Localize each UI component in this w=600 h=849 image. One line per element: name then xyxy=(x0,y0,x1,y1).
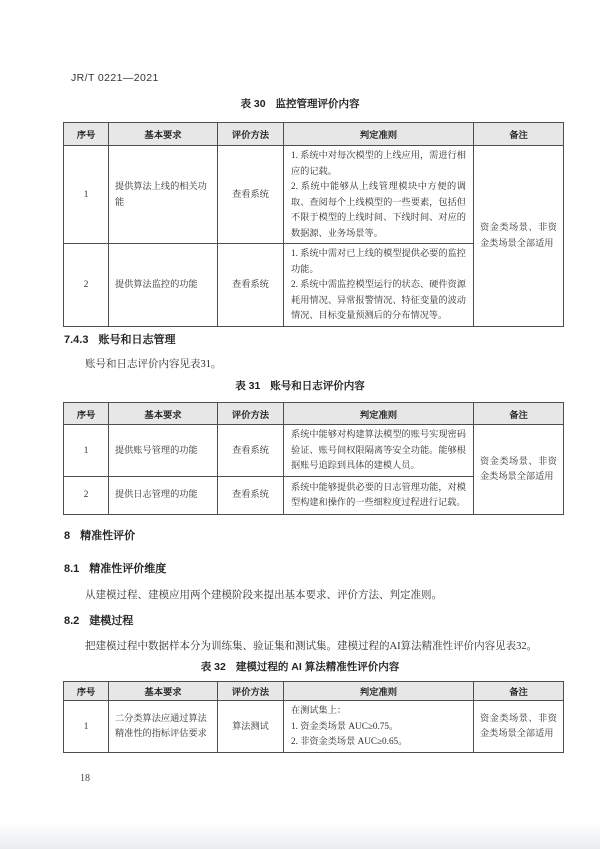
column-header-criteria: 判定准则 xyxy=(284,403,474,425)
cell-no: 1 xyxy=(64,425,109,477)
table-row xyxy=(64,425,564,477)
cell-requirement: 提供算法上线的相关功能 xyxy=(109,146,218,244)
table30 xyxy=(63,122,564,327)
column-header-requirement: 基本要求 xyxy=(109,123,218,146)
column-header-criteria: 判定准则 xyxy=(284,123,474,146)
cell-method: 查看系统 xyxy=(218,425,284,477)
criteria-line: 1. 资金类场景 AUC≥0.75。 xyxy=(291,720,399,731)
cell-no: 2 xyxy=(64,244,109,327)
table31 xyxy=(63,402,564,515)
column-header-remark: 备注 xyxy=(474,682,564,701)
table30-caption: 监控管理评价内容 xyxy=(275,98,360,110)
standard-code: JR/T 0221—2021 xyxy=(71,72,159,84)
table32-header-row xyxy=(64,682,564,701)
table31-caption: 账号和日志评价内容 xyxy=(270,380,365,392)
cell-requirement: 提供日志管理的功能 xyxy=(109,476,218,514)
cell-method: 查看系统 xyxy=(218,476,284,514)
section-title: 精准性评价维度 xyxy=(89,563,167,575)
paragraph-743: 账号和日志评价内容见表31。 xyxy=(85,359,222,370)
cell-requirement: 二分类算法应通过算法精准性的指标评估要求 xyxy=(109,701,218,753)
section-heading-8 xyxy=(64,527,135,543)
section-heading-743 xyxy=(64,331,175,347)
table30-header-row xyxy=(64,123,564,146)
column-header-method: 评价方法 xyxy=(218,682,284,701)
cell-method: 算法测试 xyxy=(218,701,284,753)
table32 xyxy=(63,681,564,753)
column-header-remark: 备注 xyxy=(474,123,564,146)
column-header-method: 评价方法 xyxy=(218,123,284,146)
cell-no: 1 xyxy=(64,146,109,244)
table31-header-row xyxy=(64,403,564,425)
section-title: 精准性评价 xyxy=(80,530,136,542)
criteria-line: 1. 系统中对每次模型的上线应用，需进行相应的记载。 xyxy=(291,150,466,176)
cell-method: 查看系统 xyxy=(218,244,284,327)
cell-requirement: 提供算法监控的功能 xyxy=(109,244,218,327)
table-row xyxy=(64,701,564,753)
section-number: 8.2 xyxy=(64,615,80,627)
section-heading-81 xyxy=(64,560,166,576)
table30-label: 表 30 xyxy=(240,98,266,110)
cell-method: 查看系统 xyxy=(218,146,284,244)
section-title: 账号和日志管理 xyxy=(98,334,176,346)
cell-criteria: 系统中能够对构建算法模型的账号实现密码验证、账号间权限隔离等安全功能。能够根据账号追踪到具体的建模人员。 xyxy=(284,425,474,477)
criteria-line: 1. 系统中需对已上线的模型提供必要的监控功能。 xyxy=(291,248,466,274)
table32-caption: 建模过程的 AI 算法精准性评价内容 xyxy=(235,661,400,673)
cell-criteria: 系统中能够提供必要的日志管理功能，对模型构建和操作的一些细粒度过程进行记载。 xyxy=(284,476,474,514)
table31-title xyxy=(0,378,600,393)
column-header-requirement: 基本要求 xyxy=(109,403,218,425)
cell-criteria xyxy=(284,701,474,753)
paragraph-82: 把建模过程中数据样本分为训练集、验证集和测试集。建模过程的AI算法精准性评价内容见表32。 xyxy=(85,641,538,652)
column-header-requirement: 基本要求 xyxy=(109,682,218,701)
cell-no: 2 xyxy=(64,476,109,514)
cell-remark: 资金类场景、非资金类场景全部适用 xyxy=(474,425,564,515)
scan-edge-shadow xyxy=(0,823,600,849)
table32-title xyxy=(0,659,600,674)
column-header-no: 序号 xyxy=(64,403,109,425)
cell-no: 1 xyxy=(64,701,109,753)
table32-label: 表 32 xyxy=(200,661,226,673)
column-header-no: 序号 xyxy=(64,682,109,701)
section-number: 7.4.3 xyxy=(64,334,89,346)
criteria-line: 在测试集上： xyxy=(291,705,347,715)
table-row xyxy=(64,146,564,244)
criteria-line: 2. 系统中能够从上线管理模块中方便的调取、查阅每个上线模型的一些要素，包括但不限于模型的上线时间、下线时间、对应的数据源、业务场景等。 xyxy=(291,181,466,238)
table30-title xyxy=(0,96,600,111)
page-number: 18 xyxy=(80,773,90,784)
cell-remark: 资金类场景、非资金类场景全部适用 xyxy=(474,701,564,753)
section-number: 8 xyxy=(64,530,71,542)
cell-remark: 资金类场景、非资金类场景全部适用 xyxy=(474,146,564,327)
column-header-no: 序号 xyxy=(64,123,109,146)
section-number: 8.1 xyxy=(64,563,80,575)
section-heading-82 xyxy=(64,612,133,628)
column-header-method: 评价方法 xyxy=(218,403,284,425)
cell-criteria xyxy=(284,244,474,327)
column-header-remark: 备注 xyxy=(474,403,564,425)
section-title: 建模过程 xyxy=(89,615,134,627)
cell-criteria xyxy=(284,146,474,244)
paragraph-81: 从建模过程、建模应用两个建模阶段来提出基本要求、评价方法、判定准则。 xyxy=(85,590,442,601)
column-header-criteria: 判定准则 xyxy=(284,682,474,701)
table31-label: 表 31 xyxy=(235,380,261,392)
criteria-line: 2. 非资金类场景 AUC≥0.65。 xyxy=(291,736,408,746)
cell-requirement: 提供账号管理的功能 xyxy=(109,425,218,477)
criteria-line: 2. 系统中需监控模型运行的状态、硬件资源耗用情况、异常报警情况、特征变量的波动情况、目标变量预测后的分布情况等。 xyxy=(291,279,466,320)
